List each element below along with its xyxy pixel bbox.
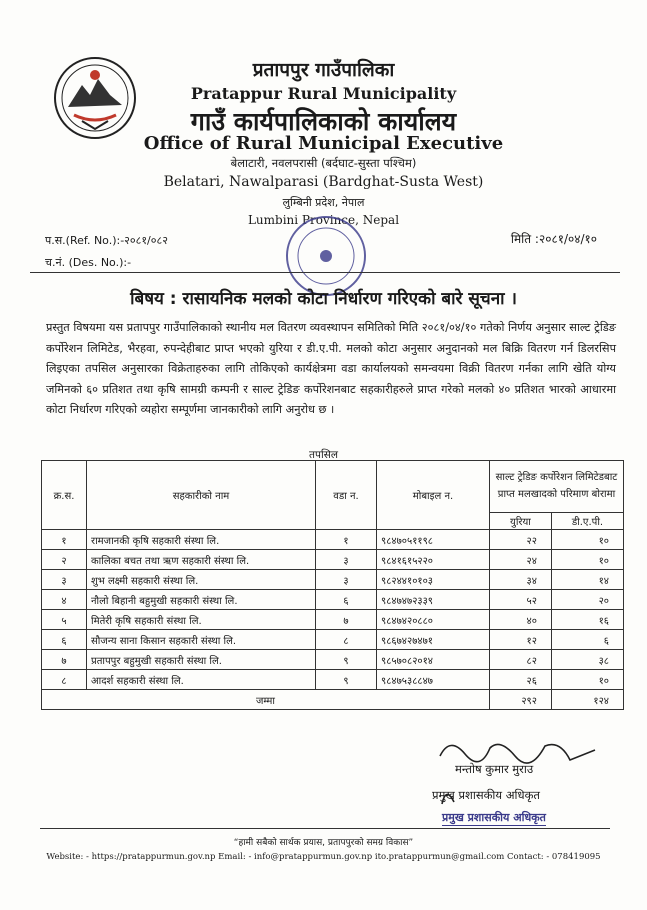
cell-dap: १० [551, 670, 623, 690]
cell-sn: ७ [42, 650, 87, 670]
cell-mobile: ९८४७४७२३३९ [377, 590, 490, 610]
table-row [42, 630, 624, 650]
dispatch-number: च.नं. (Des. No.):- [45, 256, 132, 269]
ref-number: प.स.(Ref. No.):-२०८१/०८२ [45, 234, 168, 247]
table-row [42, 650, 624, 670]
header-divider [30, 272, 620, 273]
cell-ward: ९ [316, 650, 377, 670]
cell-sn: २ [42, 550, 87, 570]
col-urea: युरिया [490, 512, 552, 529]
footer-divider [40, 828, 610, 829]
cell-mobile: ९८४७४२०८८० [377, 610, 490, 630]
cell-dap: ६ [551, 630, 623, 650]
table-caption: तपसिल [309, 449, 338, 461]
notice-body: प्रस्तुत विषयमा यस प्रतापपुर गाउँपालिकाको स्थानीय मल वितरण व्यवस्थापन समितिको मिति २०८१/०४/१० गतेको निर्णय अनुसार साल्ट ट्रेडिङ कर्पोरेशन लिमिटेड, भैरहवा, रुपन्देहीबाट प्राप्त भएको युरिया र डी.ए.पी. मलको कोटा अनुसार अनुदानको मल बिक्रि वितरण गर्न डिलरसिप लिइएका तपसिल अनुसारका विक्रेताहरुका लागि तोकिएको कार्यक्षेत्रमा वडा कार्यालयको समन्वयमा विक्री वितरण गर्नका लागि खेति योग्य जमिनको ६० प्रतिशत तथा कृषि सामग्री कम्पनी र साल्ट ट्रेडिङ कर्पोरेशनबाट सहकारीहरुले प्राप्त गरेको मलको ४० प्रतिशत भारको आधारमा कोटा निर्धारण गरिएको व्यहोरा सम्पूर्णमा जानकारीको लागि अनुरोध छ । [46, 321, 616, 416]
cell-urea: ८२ [490, 650, 552, 670]
table-row [42, 670, 624, 690]
col-ward: वडा न. [316, 461, 377, 530]
cell-urea: २६ [490, 670, 552, 690]
cell-mobile: ९८६७४२७४७१ [377, 630, 490, 650]
quota-table [41, 460, 624, 710]
col-sn: क्र.स. [42, 461, 87, 530]
header-en-office: Office of Rural Municipal Executive [143, 133, 504, 154]
cell-mobile: ९८५७०८२०१४ [377, 650, 490, 670]
cell-urea: २२ [490, 530, 552, 550]
cell-name: रामजानकी कृषि सहकारी संस्था लि. [87, 530, 316, 550]
cell-dap: १६ [551, 610, 623, 630]
cell-name: आदर्श सहकारी संस्था लि. [87, 670, 316, 690]
cell-name: मितेरी कृषि सहकारी संस्था लि. [87, 610, 316, 630]
cell-urea: १२ [490, 630, 552, 650]
signatory-stamp: प्रमुख प्रशासकीय अधिकृत [442, 811, 546, 824]
cell-mobile: ९८४७०५११९८ [377, 530, 490, 550]
cell-dap: १४ [551, 570, 623, 590]
cell-dap: २० [551, 590, 623, 610]
cell-urea: ३४ [490, 570, 552, 590]
col-name: सहकारीको नाम [87, 461, 316, 530]
col-dap: डी.ए.पी. [551, 512, 623, 529]
footer-slogan: “हामी सबैको सार्थक प्रयास, प्रतापपुरको समग्र विकास” [233, 838, 414, 848]
header-np-office: गाउँ कार्यपालिकाको कार्यालय [190, 107, 457, 136]
header-en-province: Lumbini Province, Nepal [247, 213, 400, 227]
cell-urea: ५२ [490, 590, 552, 610]
cell-name: सौजन्य साना किसान सहकारी संस्था लि. [87, 630, 316, 650]
cell-name: नौलो बिहानी बहुमुखी सहकारी संस्था लि. [87, 590, 316, 610]
cell-ward: ६ [316, 590, 377, 610]
signatory-name: मन्तोष कुमार मुराउ [455, 762, 534, 776]
cell-mobile: ९८४१६१५२२० [377, 550, 490, 570]
cell-name: प्रतापपुर बहुमुखी सहकारी संस्था लि. [87, 650, 316, 670]
col-mobile: मोबाइल न. [377, 461, 490, 530]
table-row [42, 570, 624, 590]
header-en-name: Pratappur Rural Municipality [190, 84, 457, 103]
total-dap: १२४ [551, 690, 623, 710]
total-urea: २९२ [490, 690, 552, 710]
header-np-address: बेलाटारी, नवलपरासी (बर्दघाट-सुस्ता पश्चिम) [230, 156, 417, 170]
table-total-row [42, 690, 624, 710]
table-row [42, 610, 624, 630]
col-group: साल्ट ट्रेडिङ कर्पोरेशन लिमिटेडबाट प्राप्त मलखादको परिमाण बोरामा [490, 461, 624, 513]
cell-ward: ९ [316, 670, 377, 690]
cell-dap: १० [551, 550, 623, 570]
cell-sn: ३ [42, 570, 87, 590]
cell-ward: ७ [316, 610, 377, 630]
cell-sn: ५ [42, 610, 87, 630]
cell-sn: १ [42, 530, 87, 550]
cell-dap: १० [551, 530, 623, 550]
cell-sn: ८ [42, 670, 87, 690]
cell-ward: ३ [316, 570, 377, 590]
cell-ward: ८ [316, 630, 377, 650]
cell-name: कालिका बचत तथा ऋण सहकारी संस्था लि. [87, 550, 316, 570]
cell-mobile: ९८४७५३८८४७ [377, 670, 490, 690]
total-label: जम्मा [42, 690, 490, 710]
footer-contact: Website: - https://pratappurmun.gov.np Email: - info@pratappurmun.gov.np ito.pratappurmun@gmail.com Contact: - 078419095 [46, 852, 601, 862]
cell-ward: ३ [316, 550, 377, 570]
table-row [42, 590, 624, 610]
cell-mobile: ९८२४४१०१०३ [377, 570, 490, 590]
cell-sn: ६ [42, 630, 87, 650]
cell-name: शुभ लक्ष्मी सहकारी संस्था लि. [87, 570, 316, 590]
cell-urea: २४ [490, 550, 552, 570]
table-row [42, 530, 624, 550]
cell-dap: ३८ [551, 650, 623, 670]
header-np-name: प्रतापपुर गाउँपालिका [252, 59, 395, 81]
cell-urea: ४० [490, 610, 552, 630]
table-row [42, 550, 624, 570]
letter-date: मिति :२०८१/०४/१० [510, 232, 597, 246]
signatory-title: प्रमुख प्रशासकीय अधिकृत [432, 788, 540, 802]
cell-sn: ४ [42, 590, 87, 610]
header-en-address: Belatari, Nawalparasi (Bardghat-Susta West) [163, 174, 484, 190]
cell-ward: १ [316, 530, 377, 550]
header-np-province: लुम्बिनी प्रदेश, नेपाल [282, 196, 365, 209]
subject-line: बिषय : रासायनिक मलको कोटा निर्धारण गरिएको बारे सूचना । [130, 289, 517, 309]
